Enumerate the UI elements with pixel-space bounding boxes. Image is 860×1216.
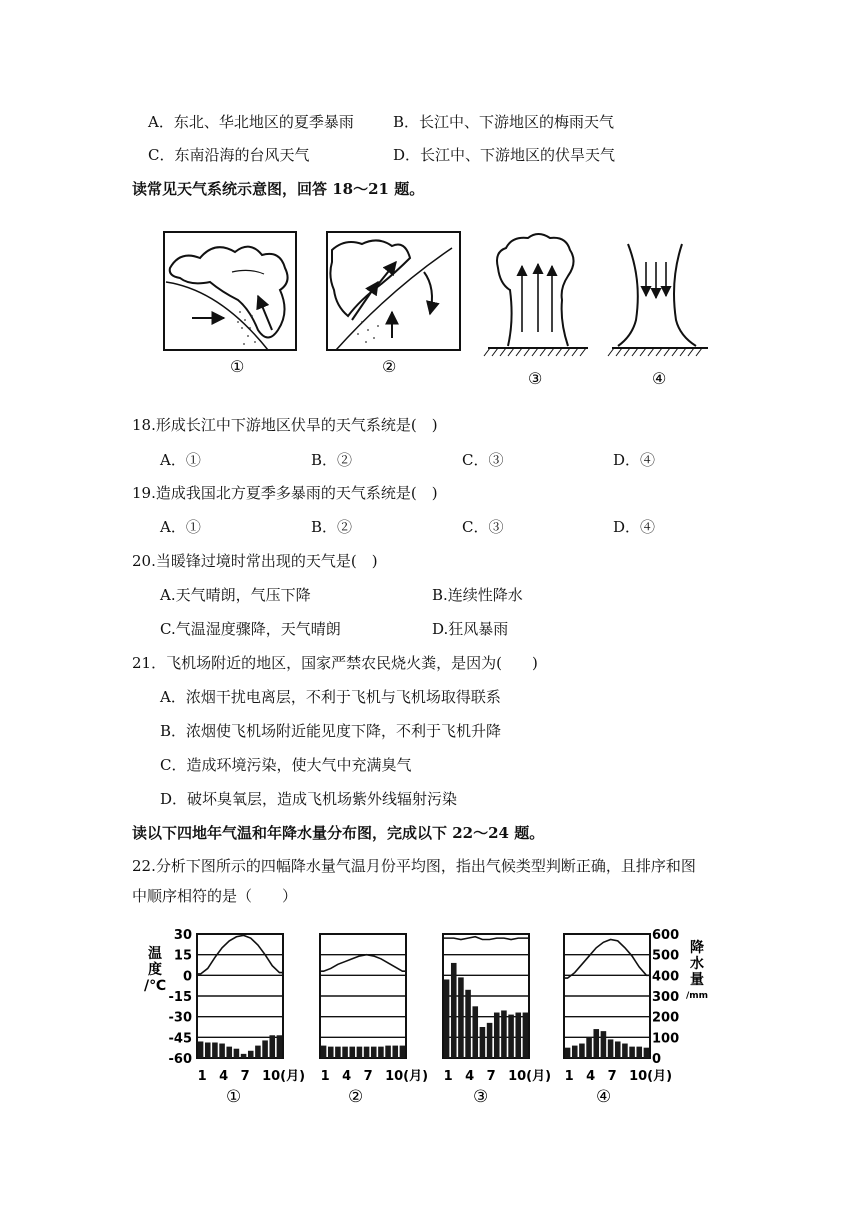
q17-option-d: D．长江中、下游地区的伏旱天气 [393, 146, 616, 164]
precip-bar [205, 1043, 211, 1059]
temperature-line [320, 955, 406, 972]
temp-tick-label: -45 [168, 1031, 192, 1047]
precip-bar [269, 1035, 275, 1058]
q17-option-c: C．东南沿海的台风天气 [148, 146, 310, 164]
month-tick-label: 1 [197, 1069, 207, 1084]
fig1-label-4: ④ [652, 369, 667, 388]
q21-option-a: A．浓烟干扰电离层，不利于飞机与飞机场取得联系 [160, 688, 501, 706]
precip-bar [335, 1047, 341, 1058]
precip-axis-label-3: 量 [690, 972, 704, 988]
precip-bar [400, 1046, 406, 1058]
precip-bar [262, 1040, 268, 1058]
temperature-line [443, 937, 529, 940]
precip-bar [494, 1013, 500, 1058]
q18-stem: 18.形成长江中下游地区伏旱的天气系统是( ) [132, 416, 438, 434]
month-tick-label: 10(月) [262, 1069, 306, 1084]
q18-option-a: A．① [160, 451, 201, 469]
precip-bar [622, 1044, 628, 1058]
month-tick-label: 7 [607, 1069, 617, 1084]
month-tick-label: 7 [486, 1069, 496, 1084]
precip-axis-label-1: 降 [690, 940, 704, 956]
cold-front-diagram [164, 232, 296, 350]
precip-bar [241, 1054, 247, 1058]
temp-tick-label: -60 [168, 1052, 192, 1067]
precip-bar [586, 1037, 592, 1058]
q19-stem: 19.造成我国北方夏季多暴雨的天气系统是( ) [132, 484, 438, 502]
q18-option-c: C．③ [462, 451, 504, 469]
precip-bar [234, 1049, 240, 1058]
precip-bar [212, 1043, 218, 1059]
month-tick-label: 1 [564, 1069, 574, 1084]
anticyclone-diagram [608, 244, 708, 356]
precip-bar [601, 1031, 607, 1058]
temp-tick-label: -15 [168, 990, 192, 1005]
q20-option-b: B.连续性降水 [432, 586, 523, 604]
precip-bar [508, 1015, 514, 1058]
precip-bar [198, 1041, 204, 1058]
precip-bar [487, 1023, 493, 1058]
precip-bar [277, 1035, 283, 1058]
temp-axis-label-3: /℃ [144, 978, 167, 994]
q21-stem: 21．飞机场附近的地区，国家严禁农民烧火粪，是因为( ) [132, 654, 538, 672]
month-tick-label: 1 [320, 1069, 330, 1084]
q17-option-b: B．长江中、下游地区的梅雨天气 [393, 113, 615, 131]
precip-bar [644, 1048, 650, 1058]
temp-tick-label: 30 [173, 928, 192, 943]
precip-bar [458, 977, 464, 1058]
precip-bar [593, 1029, 599, 1058]
month-tick-label: 7 [240, 1069, 250, 1084]
precip-bar [565, 1048, 571, 1058]
q21-option-d: D．破坏臭氧层，造成飞机场紫外线辐射污染 [160, 790, 458, 808]
precip-bar [608, 1039, 614, 1058]
warm-front-diagram [327, 232, 460, 350]
precip-bar [248, 1051, 254, 1058]
precip-bar [349, 1047, 355, 1058]
month-tick-label: 4 [465, 1069, 475, 1084]
intro-weather-systems: 读常见天气系统示意图，回答 18～21 题。 [132, 180, 425, 198]
precip-bar [364, 1047, 370, 1058]
precip-bar [451, 963, 457, 1058]
climate-panel-2 [320, 934, 428, 1107]
month-tick-label: 4 [342, 1069, 352, 1084]
precip-bar [444, 979, 450, 1058]
climate-panel-label: ② [348, 1087, 364, 1107]
precip-bar [523, 1013, 529, 1058]
q20-stem: 20.当暖锋过境时常出现的天气是( ) [132, 552, 378, 570]
precip-bar [392, 1046, 398, 1058]
q19-option-d: D．④ [613, 518, 656, 536]
month-tick-label: 4 [586, 1069, 596, 1084]
weather-systems-figure [0, 220, 860, 400]
precip-bar [579, 1044, 585, 1058]
cyclone-diagram [484, 234, 588, 356]
q22-stem-line1: 22.分析下图所示的四幅降水量气温月份平均图，指出气候类型判断正确，且排序和图 [132, 857, 696, 875]
precip-bar [615, 1041, 621, 1058]
precip-bar [219, 1044, 225, 1058]
q20-option-c: C.气温湿度骤降，天气晴朗 [160, 620, 341, 638]
fig1-label-1: ① [230, 357, 245, 376]
q17-option-a: A．东北、华北地区的夏季暴雨 [148, 113, 354, 131]
month-tick-label: 10(月) [508, 1069, 552, 1084]
climate-panel-label: ③ [473, 1087, 489, 1107]
precip-bar [465, 990, 471, 1058]
precip-bar [226, 1047, 232, 1058]
precip-bar [515, 1013, 521, 1058]
precip-bar [385, 1046, 391, 1058]
q20-option-d: D.狂风暴雨 [432, 620, 509, 638]
precip-bar [342, 1047, 348, 1058]
temp-tick-label: 0 [182, 969, 192, 985]
precip-tick-label: 600 [652, 928, 680, 943]
precip-bar [501, 1010, 507, 1058]
month-tick-label: 10(月) [629, 1069, 673, 1084]
precip-bar [328, 1047, 334, 1058]
temp-tick-label: -30 [168, 1010, 192, 1026]
fig1-label-2: ② [382, 357, 397, 376]
climate-panel-label: ① [226, 1087, 242, 1107]
temp-ticks [169, 928, 193, 1067]
precip-bar [472, 1006, 478, 1058]
temp-tick-label: 15 [173, 948, 192, 964]
intro-climate-charts: 读以下四地年气温和年降水量分布图，完成以下 22～24 题。 [132, 824, 545, 842]
temp-axis-label-2: 度 [148, 962, 162, 978]
precip-tick-label: 300 [652, 990, 680, 1005]
precip-bar [371, 1047, 377, 1058]
climate-chart-figure [0, 920, 860, 1110]
precip-tick-label: 0 [652, 1052, 662, 1067]
fig1-label-3: ③ [528, 369, 543, 388]
climate-panel-1 [197, 934, 305, 1107]
q18-option-b: B．② [311, 451, 353, 469]
precip-tick-label: 200 [652, 1010, 680, 1026]
q21-option-b: B．浓烟使飞机场附近能见度下降，不利于飞机升降 [160, 722, 502, 740]
precip-tick-label: 100 [652, 1031, 680, 1047]
q22-stem-line2: 中顺序相符的是（ ） [132, 887, 298, 905]
q18-option-d: D．④ [613, 451, 656, 469]
month-tick-label: 1 [443, 1069, 453, 1084]
precip-bar [572, 1046, 578, 1058]
precip-bar [636, 1047, 642, 1058]
q19-option-c: C．③ [462, 518, 504, 536]
precip-bar [357, 1047, 363, 1058]
q20-option-a: A.天气晴朗，气压下降 [160, 586, 311, 604]
temperature-line [564, 940, 650, 979]
precip-bar [255, 1046, 261, 1058]
precip-tick-label: 500 [652, 948, 680, 964]
precip-bar [480, 1027, 486, 1058]
month-tick-label: 4 [219, 1069, 229, 1084]
precip-axis-label-2: 水 [690, 956, 704, 972]
q19-option-b: B．② [311, 518, 353, 536]
month-tick-label: 7 [363, 1069, 373, 1084]
precip-ticks [652, 928, 679, 1067]
temp-axis-label-1: 温 [148, 946, 162, 962]
precip-bar [378, 1047, 384, 1058]
month-tick-label: 10(月) [385, 1069, 429, 1084]
precip-axis-label-4: /mm [686, 991, 709, 1001]
precip-bar [629, 1047, 635, 1058]
q19-option-a: A．① [160, 518, 201, 536]
precip-bar [321, 1046, 327, 1058]
q21-option-c: C．造成环境污染，使大气中充满臭气 [160, 756, 412, 774]
precip-tick-label: 400 [652, 969, 680, 985]
climate-panel-3 [443, 934, 551, 1107]
climate-panel-label: ④ [596, 1087, 612, 1107]
